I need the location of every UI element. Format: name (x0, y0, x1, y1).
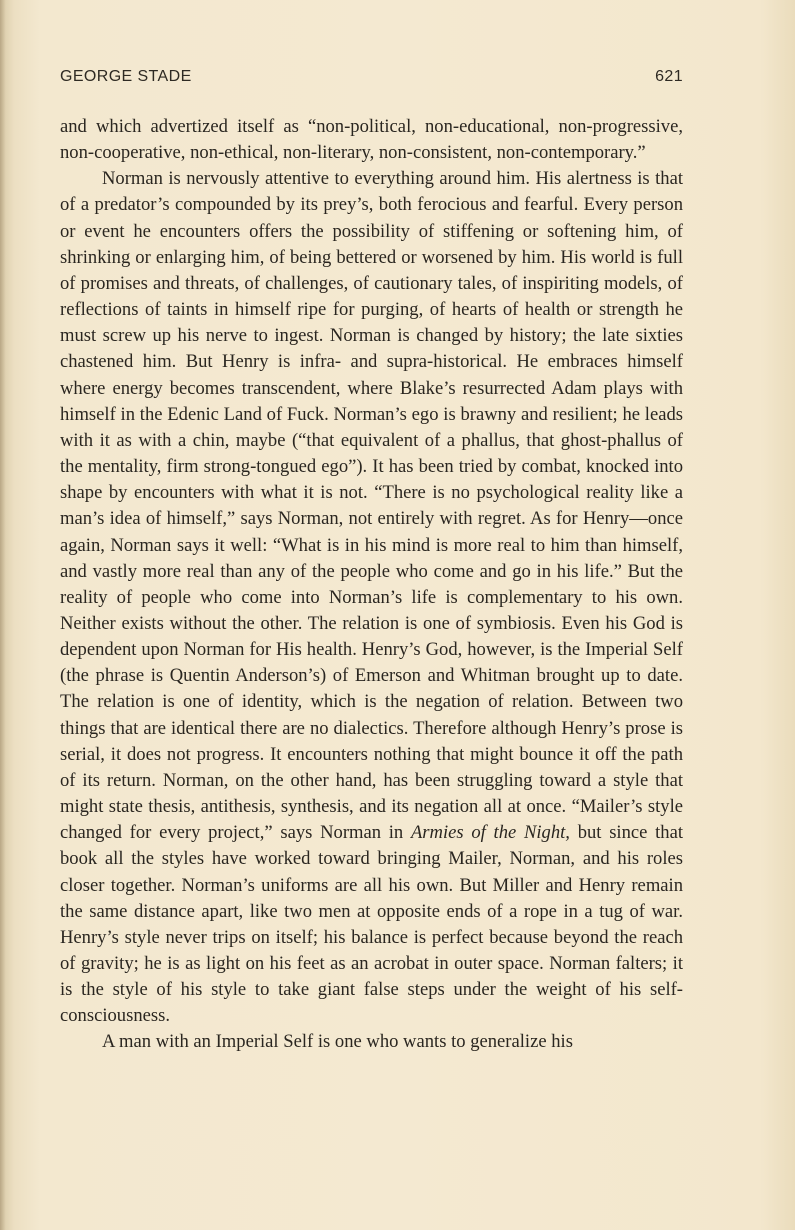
book-title-italic: Armies of the Night, (410, 822, 570, 844)
paragraph-text-part: but since that book all the styles have worked toward bringing Mailer, Norman, and his roles closer together. Norman’s uniforms are all his own. But Miller and Henry remain the same distance apart, like two men at opposite ends of a rope in a tug of war. Henry’s style never trips on itself; his balance is perfect because beyond the reach of gravity; he is as light on his feet as an acrobat in outer space. Norman falters; it is the style of his style to take giant false steps under the weight of his self-consciousness. (60, 822, 683, 1027)
running-head (60, 68, 683, 92)
body-text (60, 114, 683, 1056)
paragraph-norman-henry (60, 166, 683, 1029)
paragraph-continued: and which advertized itself as “non-political, non-educational, non-progressive, non-cooperative, non-ethical, non-literary, non-consistent, non-contemporary.” (60, 116, 683, 164)
running-head-author: GEORGE STADE (60, 68, 192, 85)
page-number: 621 (655, 68, 683, 85)
page-gutter-shadow (0, 0, 6, 1230)
paragraph-imperial-self: A man with an Imperial Self is one who wants to generalize his (102, 1031, 573, 1053)
paragraph-text-part: Norman is nervously attentive to everything around him. His alertness is that of a predator’s compounded by its prey’s, both ferocious and fearful. Every person or event he encounters offers the possibility of stiffening or softening him, of shrinking or enlarging him, of being bettered or worsened by him. His world is full of promises and threats, of challenges, of cautionary tales, of inspiriting models, of reflections of taints in himself ripe for purging, of hearts of health or strength he must screw up his nerve to ingest. Norman is changed by history; the late sixties chastened him. But Henry is infra- and supra-historical. He embraces himself where energy becomes transcendent, where Blake’s resurrected Adam plays with himself in the Edenic Land of Fuck. Norman’s ego is brawny and resilient; he leads with it as with a chin, maybe (“that equivalent of a phallus, that ghost-phallus of the mentality, firm strong-tongued ego”). It has been tried by combat, knocked into shape by encounters with what it is not. “There is no psychological reality like a man’s idea of himself,” says Norman, not entirely with regret. As for Henry—once again, Norman says it well: “What is in his mind is more real to him than himself, and vastly more real than any of the people who come and go in his life.” But the reality of people who come into Norman’s life is complementary to his own. Neither exists without the other. The relation is one of symbiosis. Even his God is dependent upon Norman for His health. Henry’s God, however, is the Imperial Self (the phrase is Quentin Anderson’s) of Emerson and Whitman brought up to date. The relation is one of identity, which is the negation of relation. Between two things that are identical there are no dialectics. Therefore although Henry’s prose is serial, it does not progress. It encounters nothing that might bounce it off the path of its return. Norman, on the other hand, has been struggling toward a style that might state thesis, antithesis, synthesis, and its negation all at once. “Mailer’s style changed for every project,” says Norman in (60, 168, 683, 844)
